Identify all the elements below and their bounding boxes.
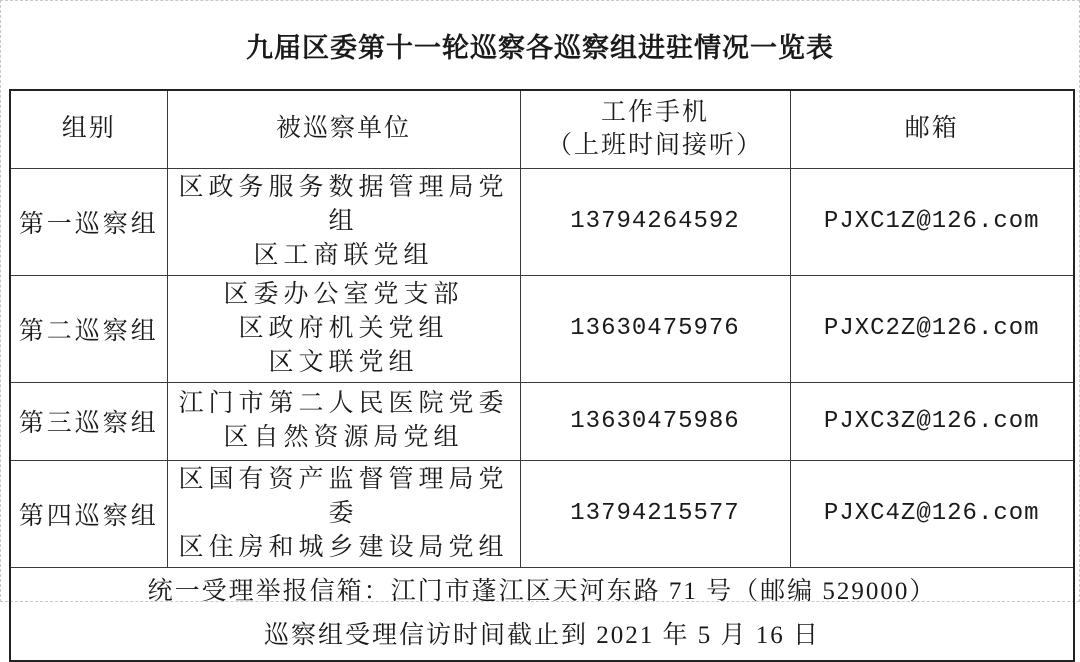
- work-phone: 13794215577: [520, 460, 790, 567]
- unit-line: 区住房和城乡建设局党组: [178, 533, 509, 561]
- group-name: 第二巡察组: [10, 275, 167, 382]
- inspected-units: [167, 460, 520, 567]
- email-address: PJXC1Z@126.com: [790, 168, 1074, 275]
- col-header-phone-sublabel: （上班时间接听）: [546, 131, 763, 160]
- group-name: 第三巡察组: [10, 382, 167, 460]
- unit-line: 区委办公室党支部: [223, 280, 464, 308]
- email-address: PJXC3Z@126.com: [790, 382, 1074, 460]
- col-header-group: 组别: [10, 90, 167, 168]
- deadline-line: 巡察组受理信访时间截止到 2021 年 5 月 16 日: [263, 621, 820, 649]
- title-bar: [1, 1, 1079, 89]
- page-title: 九届区委第十一轮巡察各巡察组进驻情况一览表: [246, 32, 834, 63]
- col-header-units: 被巡察单位: [167, 90, 520, 168]
- unit-line: 江门市第二人民医院党委: [178, 390, 509, 417]
- inspected-units: [167, 275, 520, 382]
- unit-line: 区自然资源局党组: [223, 424, 464, 451]
- email-address: PJXC2Z@126.com: [790, 275, 1074, 382]
- group-name: 第四巡察组: [10, 460, 167, 567]
- table-row-group-2: [10, 275, 1074, 382]
- inspected-units: [167, 168, 520, 275]
- inspected-units: [167, 382, 520, 460]
- col-header-phone-label: 工作手机: [600, 97, 709, 126]
- unit-line: 区工商联党组: [253, 241, 434, 269]
- unit-line: 区国有资产监督管理局党委: [178, 465, 509, 527]
- group-name: 第一巡察组: [10, 168, 167, 275]
- table-row-group-3: [10, 382, 1074, 460]
- footer-note: [10, 567, 1074, 661]
- work-phone: 13794264592: [520, 168, 790, 275]
- work-phone: 13630475986: [520, 382, 790, 460]
- unit-line: 区政务服务数据管理局党组: [178, 173, 509, 235]
- work-phone: 13630475976: [520, 275, 790, 382]
- email-address: PJXC4Z@126.com: [790, 460, 1074, 567]
- header-row: [10, 90, 1074, 168]
- report-mailbox-line: 统一受理举报信箱：江门市蓬江区天河东路 71 号（邮编 529000）: [147, 577, 937, 605]
- table-row-group-1: [10, 168, 1074, 275]
- inspection-groups-table: [9, 89, 1075, 662]
- table-row-group-4: [10, 460, 1074, 567]
- col-header-email: 邮箱: [790, 90, 1074, 168]
- unit-line: 区文联党组: [268, 348, 419, 376]
- col-header-phone: [520, 90, 790, 168]
- unit-line: 区政府机关党组: [238, 314, 449, 342]
- footer-row: [10, 567, 1074, 661]
